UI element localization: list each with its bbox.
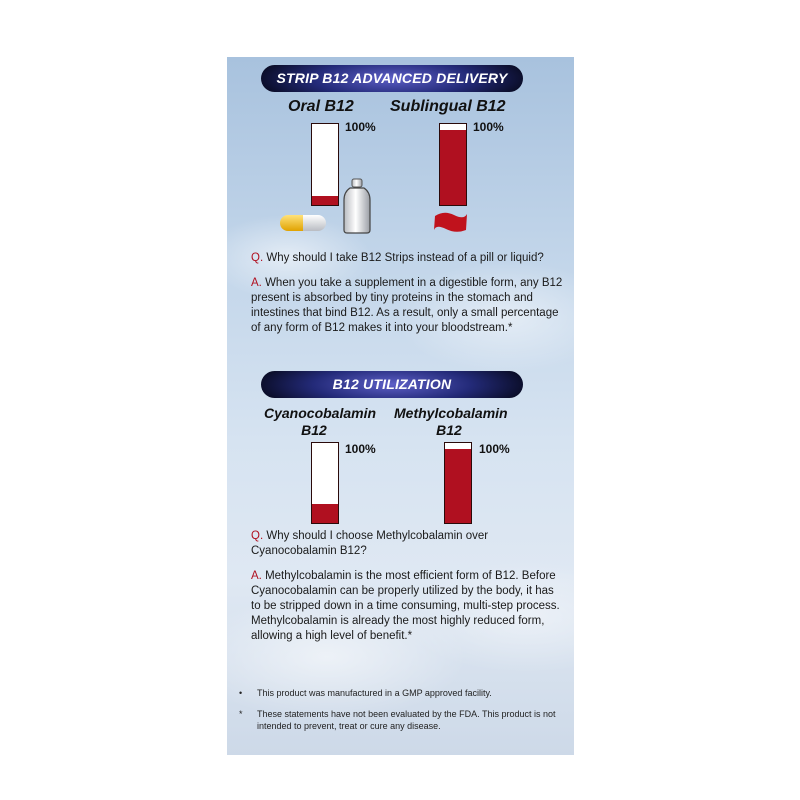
oral-b12-meter bbox=[311, 123, 339, 206]
cyanocobalamin-meter-fill bbox=[312, 504, 338, 523]
methylcobalamin-meter bbox=[444, 442, 472, 524]
methylcobalamin-label bbox=[394, 405, 508, 439]
delivery-question bbox=[251, 251, 563, 266]
cyanocobalamin-percent: 100% bbox=[345, 442, 376, 456]
oral-strip-icon bbox=[432, 210, 470, 234]
methylcobalamin-label-line2: B12 bbox=[436, 422, 462, 438]
sublingual-b12-meter-fill bbox=[440, 130, 466, 205]
footnote-fda bbox=[239, 708, 559, 732]
footnote-gmp bbox=[239, 687, 559, 699]
utilization-banner: B12 UTILIZATION bbox=[261, 371, 523, 398]
question-prefix: Q. bbox=[251, 252, 264, 264]
oral-b12-meter-fill bbox=[312, 196, 338, 205]
delivery-answer bbox=[251, 276, 563, 336]
oral-b12-label: Oral B12 bbox=[288, 98, 354, 115]
delivery-banner: STRIP B12 ADVANCED DELIVERY bbox=[261, 65, 523, 92]
answer-text: Methylcobalamin is the most efficient form of B12. Before Cyanocobalamin can be properly utilized by the body, it has to be stripped down in a time consuming, multi-step process. Methylcobalamin is already the most highly reduced form, allowing a high level of benefit.* bbox=[251, 570, 560, 642]
question-text: Why should I take B12 Strips instead of a pill or liquid? bbox=[263, 252, 544, 264]
product-info-panel bbox=[227, 57, 574, 755]
liquid-bottle-icon bbox=[342, 178, 372, 234]
sublingual-b12-label: Sublingual B12 bbox=[390, 98, 506, 115]
utilization-answer bbox=[251, 569, 563, 644]
question-prefix: Q. bbox=[251, 530, 264, 542]
question-text: Why should I choose Methylcobalamin over Cyanocobalamin B12? bbox=[251, 530, 489, 557]
cyanocobalamin-label-line1: Cyanocobalamin bbox=[264, 405, 377, 421]
answer-prefix: A. bbox=[251, 277, 262, 289]
answer-prefix: A. bbox=[251, 570, 262, 582]
answer-text: When you take a supplement in a digestible form, any B12 present is absorbed by tiny proteins in the stomach and intestines that bind B12. As a result, only a small percentage of any form of B12 makes it into your bloodstream.* bbox=[251, 277, 563, 334]
footnote-asterisk: * bbox=[239, 709, 243, 719]
utilization-question bbox=[251, 529, 551, 559]
sublingual-b12-percent: 100% bbox=[473, 120, 504, 134]
footnote-bullet: • bbox=[239, 688, 243, 698]
cyanocobalamin-meter bbox=[311, 442, 339, 524]
methylcobalamin-meter-fill bbox=[445, 449, 471, 523]
footnote-text: This product was manufactured in a GMP approved facility. bbox=[257, 688, 492, 698]
sublingual-b12-meter bbox=[439, 123, 467, 206]
methylcobalamin-percent: 100% bbox=[479, 442, 510, 456]
footnote-text: These statements have not been evaluated by the FDA. This product is not intended to prevent, treat or cure any disease. bbox=[257, 709, 556, 731]
pill-capsule-icon bbox=[277, 212, 329, 234]
cyanocobalamin-label-line2: B12 bbox=[301, 422, 327, 438]
oral-b12-percent: 100% bbox=[345, 120, 376, 134]
cyanocobalamin-label bbox=[264, 405, 377, 439]
methylcobalamin-label-line1: Methylcobalamin bbox=[394, 405, 508, 421]
